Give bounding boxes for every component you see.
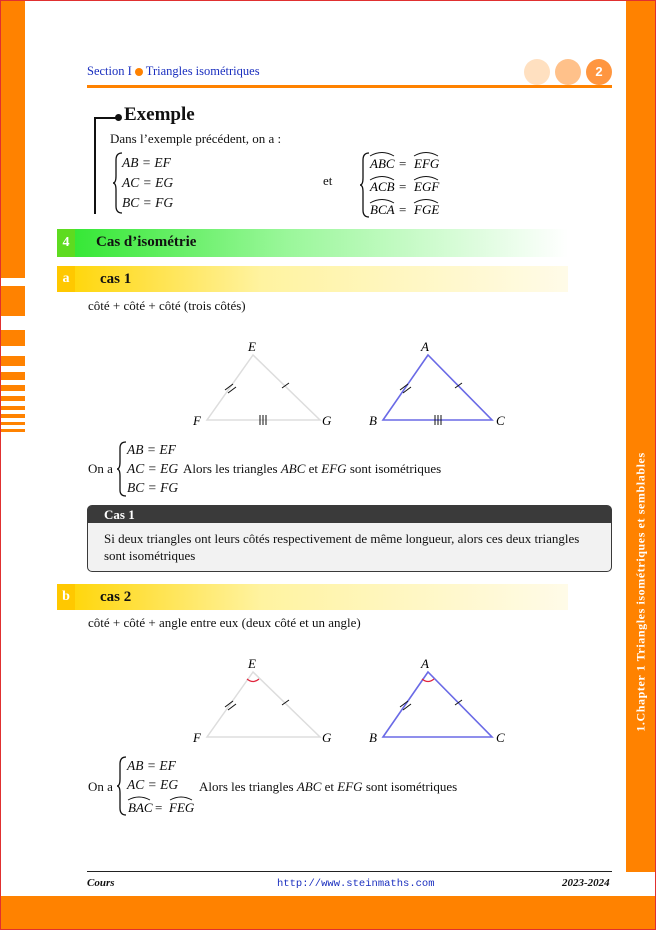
left-orange-strip <box>0 0 25 278</box>
triangle-efg <box>207 672 320 737</box>
angle-abc: ABC <box>370 156 395 171</box>
exemple-side-rule <box>94 117 96 214</box>
subsection-a-title: cas 1 <box>100 271 132 287</box>
angle-feg: FEG <box>169 800 195 815</box>
vertex-label-f: F <box>193 730 201 745</box>
cas2-eq-2: AC = EG <box>127 777 179 792</box>
subsection-a-number: a <box>57 266 75 292</box>
exemple-angle-equalities <box>368 150 458 220</box>
cas1-description: côté + côté + côté (trois côtés) <box>88 298 246 313</box>
bottom-orange-band <box>0 896 656 930</box>
angle-efg: EFG <box>414 156 440 171</box>
right-chapter-band <box>626 0 656 872</box>
left-orange-bar <box>0 356 25 366</box>
header-rule <box>87 85 612 88</box>
vertex-label-f: F <box>193 413 201 428</box>
angle-arc-e <box>247 679 259 682</box>
footer-year: 2023-2024 <box>562 877 610 889</box>
triangle-abc <box>383 355 492 420</box>
left-orange-bar <box>0 422 25 425</box>
left-orange-bar <box>0 372 25 380</box>
vertex-label-a: A <box>421 339 429 354</box>
angle-bac: BAC <box>128 800 153 815</box>
subsection-b-title: cas 2 <box>100 589 132 605</box>
cas2-angle-equality <box>126 794 206 818</box>
exemple-eq-2: AC = EG <box>122 175 174 190</box>
bullet-dot-icon <box>135 68 143 76</box>
svg-text:=: = <box>399 202 407 217</box>
vertex-label-b: B <box>369 413 377 428</box>
subsection-a-banner <box>57 266 568 292</box>
left-orange-bar <box>0 396 25 401</box>
left-orange-bar <box>0 330 25 346</box>
exemple-intro: Dans l’exemple précédent, on a : <box>110 131 282 146</box>
section-4-title: Cas d’isométrie <box>96 234 197 250</box>
footer-left: Cours <box>87 877 115 889</box>
cas1-eq-2: AC = EG <box>127 461 179 476</box>
subsection-b-number: b <box>57 584 75 610</box>
page-header <box>87 64 260 79</box>
angle-bca: BCA <box>370 202 395 217</box>
vertex-label-a: A <box>421 656 429 671</box>
chapter-side-title: 1.Chapter 1 Triangles isométriques et semblables <box>633 452 648 732</box>
cas2-on-a: On a <box>88 779 113 794</box>
left-orange-bar <box>0 286 25 316</box>
left-orange-bar <box>0 406 25 410</box>
cas1-eq-1: AB = EF <box>127 442 176 457</box>
subsection-b-banner <box>57 584 568 610</box>
cas2-description: côté + côté + angle entre eux (deux côté et un angle) <box>88 615 361 630</box>
exemple-tick <box>94 117 116 119</box>
section-4-number: 4 <box>57 229 75 257</box>
vertex-label-g: G <box>322 413 332 428</box>
footer-url-link[interactable]: http://www.steinmaths.com <box>277 878 435 890</box>
vertex-label-c: C <box>496 413 505 428</box>
theorem-box-title: Cas 1 <box>104 507 135 522</box>
header-chapter-title: Triangles isométriques <box>145 64 260 78</box>
theorem-box-text: Si deux triangles ont leurs côtés respectivement de même longueur, alors ces deux triangles sont isométriques <box>104 531 580 563</box>
svg-text:=: = <box>399 179 407 194</box>
theorem-box-header <box>88 506 611 523</box>
bullet-icon <box>115 114 122 121</box>
vertex-label-e: E <box>248 339 256 354</box>
angle-fge: FGE <box>414 202 440 217</box>
angle-acb: ACB <box>370 179 395 194</box>
vertex-label-c: C <box>496 730 505 745</box>
angle-egf: EGF <box>414 179 440 194</box>
footer-rule <box>87 871 612 872</box>
cas1-triangles-figure <box>185 335 515 435</box>
vertex-label-g: G <box>322 730 332 745</box>
svg-text:=: = <box>155 800 163 815</box>
page-number: 2 <box>586 59 612 85</box>
triangle-efg <box>207 355 320 420</box>
left-orange-bar <box>0 429 25 432</box>
exemple-title: Exemple <box>124 104 195 125</box>
circle-decoration <box>524 59 550 85</box>
triangle-abc <box>383 672 492 737</box>
exemple-eq-3: BC = FG <box>122 195 174 210</box>
cas1-on-a: On a <box>88 461 113 476</box>
vertex-label-b: B <box>369 730 377 745</box>
cas1-conclusion: Alors les triangles ABC et EFG sont isométriques <box>183 461 442 476</box>
cas2-conclusion: Alors les triangles ABC et EFG sont isométriques <box>199 779 458 794</box>
circle-decoration <box>555 59 581 85</box>
exemple-conjunction: et <box>323 173 333 188</box>
theorem-box <box>87 505 612 572</box>
header-section: Section I <box>87 64 132 78</box>
svg-text:=: = <box>399 156 407 171</box>
left-orange-bar <box>0 414 25 418</box>
exemple-eq-1: AB = EF <box>122 155 171 170</box>
left-orange-bar <box>0 385 25 391</box>
cas2-eq-1: AB = EF <box>127 758 176 773</box>
cas2-triangles-figure <box>185 652 515 752</box>
cas1-eq-3: BC = FG <box>127 480 179 495</box>
vertex-label-e: E <box>248 656 256 671</box>
